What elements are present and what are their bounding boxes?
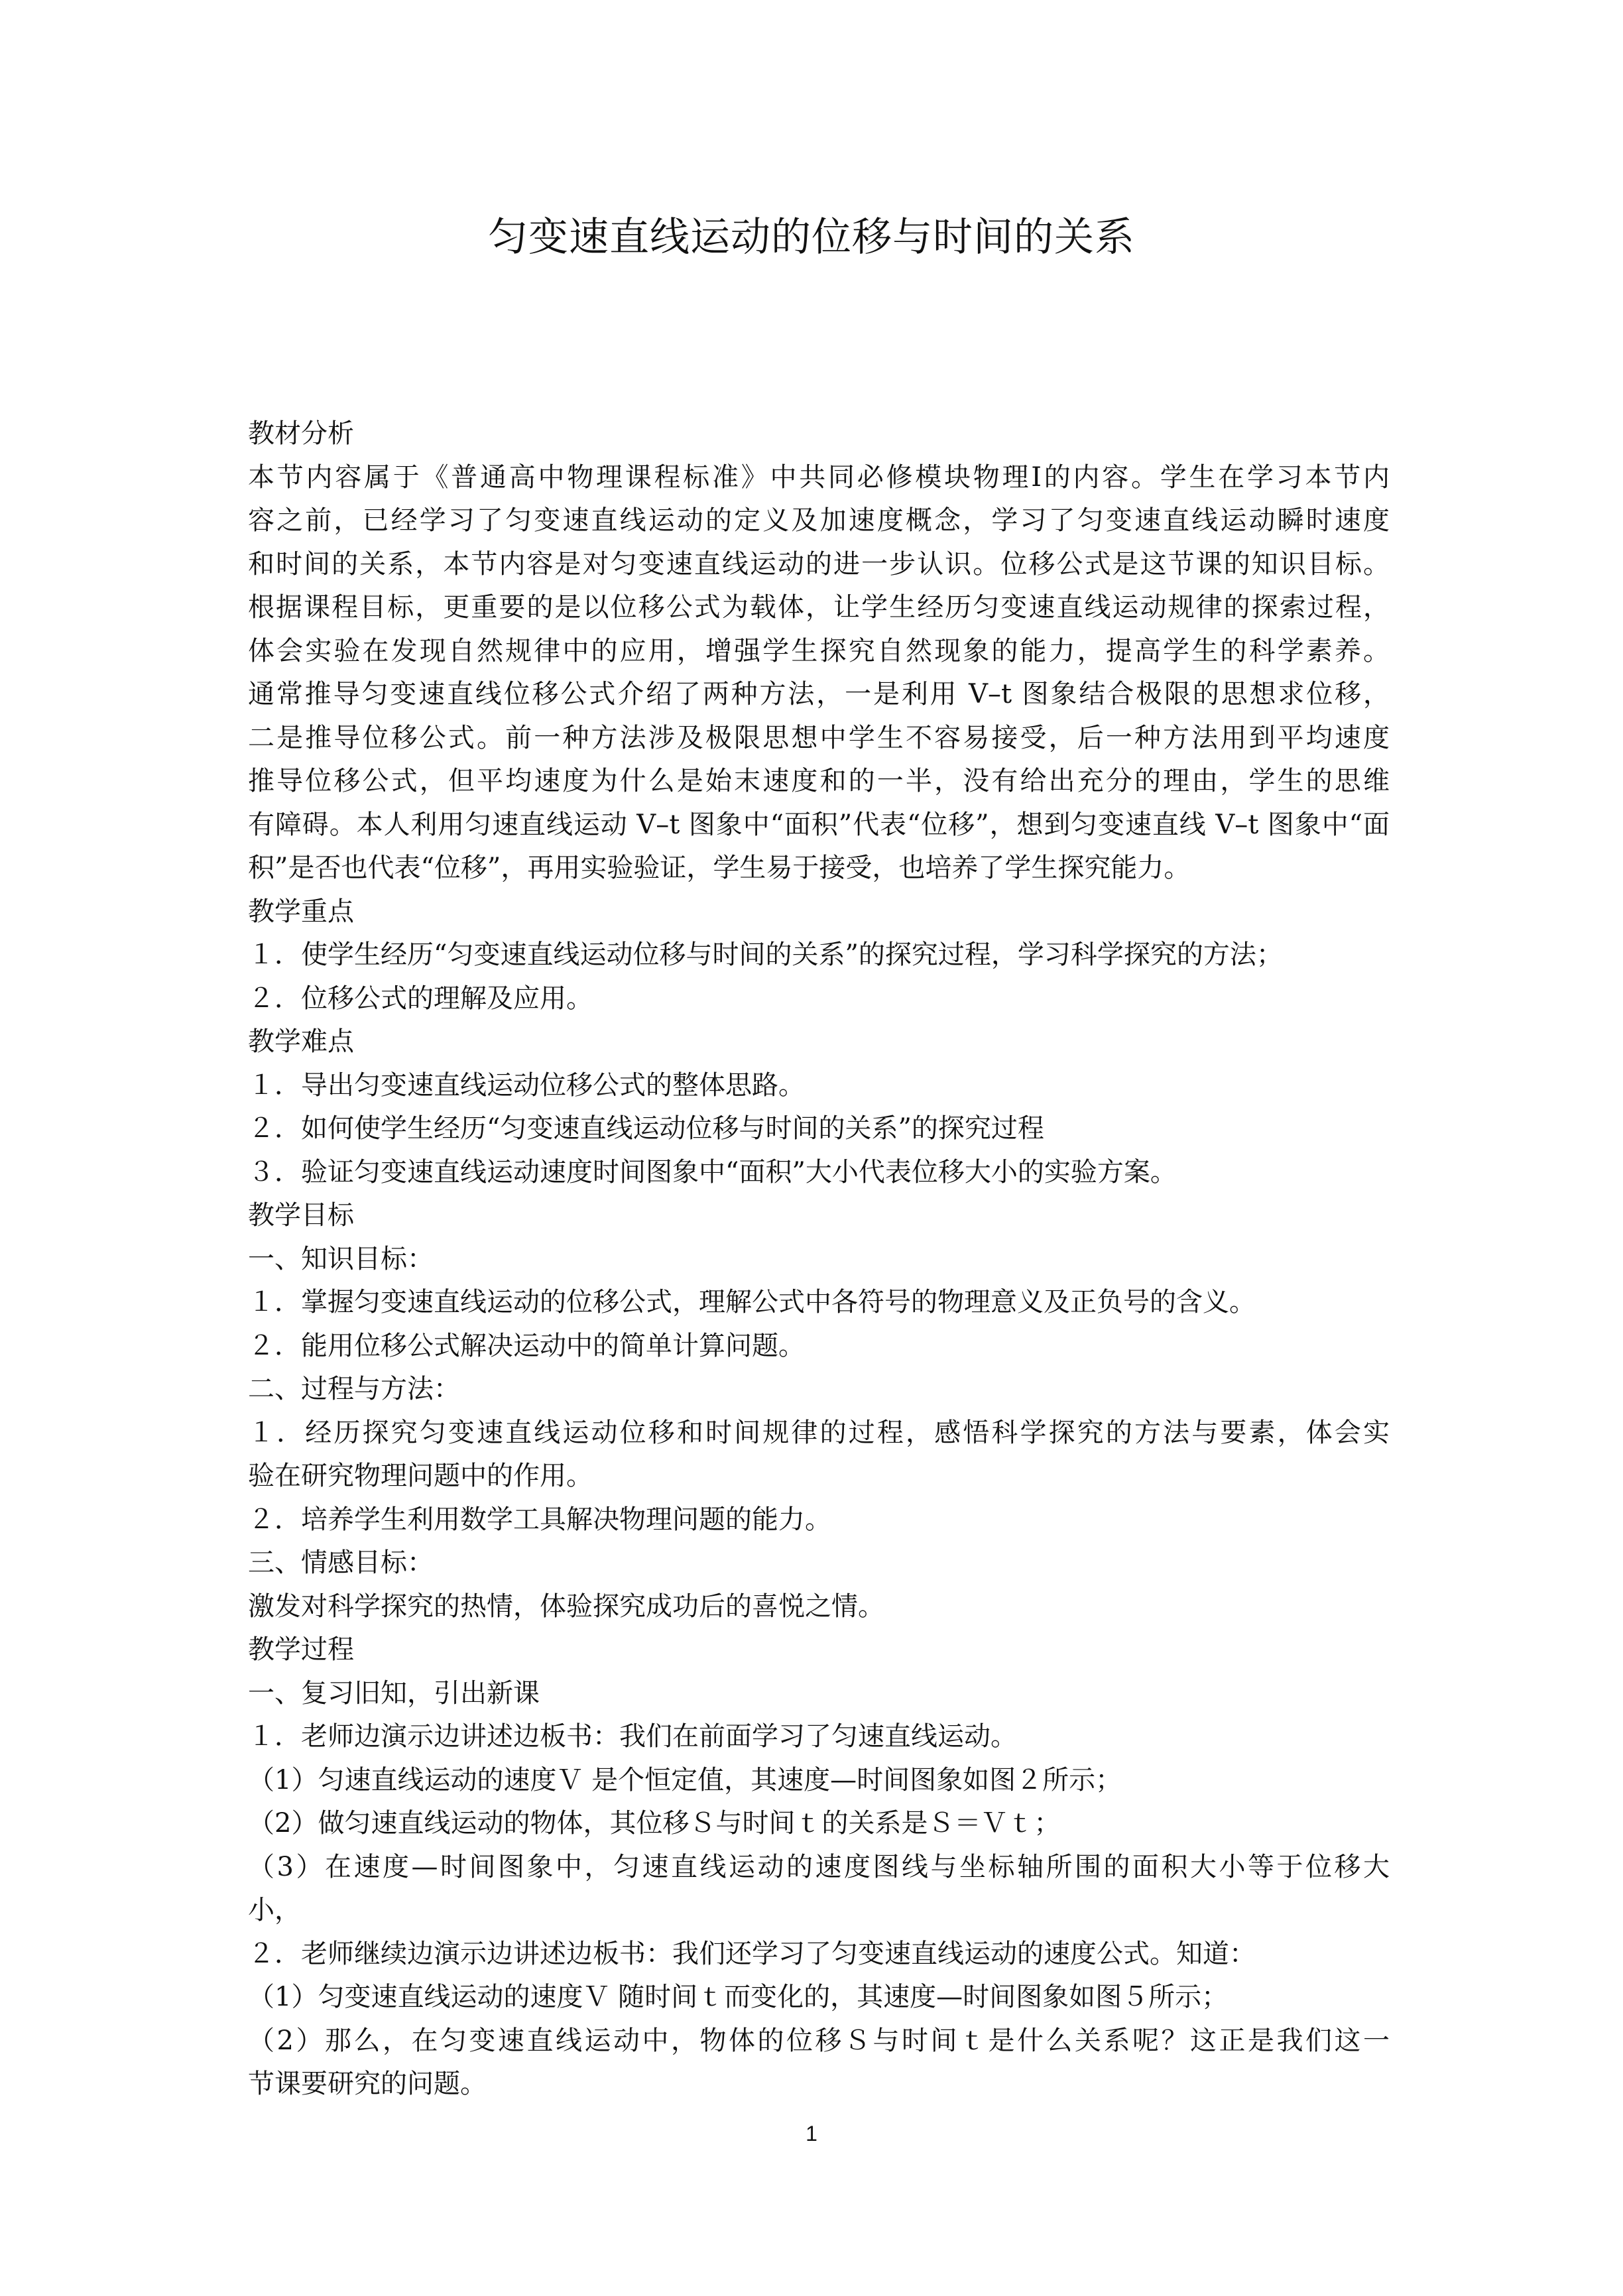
list-item: ２．培养学生利用数学工具解决物理问题的能力。 (248, 1504, 831, 1535)
list-item: １．使学生经历“匀变速直线运动位移与时间的关系”的探究过程，学习科学探究的方法； (248, 939, 1283, 970)
paragraph-line: 体会实验在发现自然规律中的应用，增强学生探究自然现象的能力，提高学生的科学素养。 (248, 635, 1390, 666)
section-heading: 教材分析 (248, 418, 354, 449)
list-item: １．老师边演示边讲述边板书：我们在前面学习了匀速直线运动。 (248, 1721, 1017, 1752)
section-heading: 教学过程 (248, 1634, 354, 1665)
subsection-heading: 一、知识目标： (248, 1243, 434, 1274)
list-item: （2）做匀速直线运动的物体，其位移Ｓ与时间ｔ的关系是Ｓ＝Ｖｔ； (248, 1808, 1061, 1839)
subsection-heading: 三、情感目标： (248, 1547, 434, 1578)
paragraph-line: 二是推导位移公式。前一种方法涉及极限思想中学生不容易接受，后一种方法用到平均速度 (248, 722, 1390, 753)
list-item: ２．如何使学生经历“匀变速直线运动位移与时间的关系”的探究过程 (248, 1113, 1044, 1144)
list-item: （1）匀变速直线运动的速度Ｖ 随时间ｔ而变化的，其速度—时间图象如图５所示； (248, 1982, 1229, 2012)
subsection-heading: 一、复习旧知，引出新课 (248, 1677, 540, 1709)
list-item: ３．验证匀变速直线运动速度时间图象中“面积”大小代表位移大小的实验方案。 (248, 1156, 1177, 1187)
list-item-continuation: 小， (248, 1895, 301, 1925)
paragraph-line: 有障碍。本人利用匀速直线运动 V–t 图象中“面积”代表“位移”，想到匀变速直线 V–t 图象中“面 (248, 809, 1390, 840)
section-heading: 教学目标 (248, 1200, 354, 1231)
list-item: １．掌握匀变速直线运动的位移公式，理解公式中各符号的物理意义及正负号的含义。 (248, 1287, 1256, 1317)
paragraph-line: 推导位移公式，但平均速度为什么是始末速度和的一半，没有给出充分的理由，学生的思维 (248, 766, 1390, 796)
paragraph-line: 和时间的关系，本节内容是对匀变速直线运动的进一步认识。位移公式是这节课的知识目标。 (248, 548, 1390, 579)
list-item: （3）在速度—时间图象中，匀速直线运动的速度图线与坐标轴所围的面积大小等于位移大 (248, 1851, 1390, 1882)
list-item: １．导出匀变速直线运动位移公式的整体思路。 (248, 1069, 805, 1101)
list-item-continuation: 节课要研究的问题。 (248, 2069, 487, 2099)
paragraph-line: 激发对科学探究的热情，体验探究成功后的喜悦之情。 (248, 1591, 884, 1622)
page-number: 1 (806, 2122, 817, 2145)
section-heading: 教学重点 (248, 896, 354, 927)
list-item: （1）匀速直线运动的速度Ｖ 是个恒定值，其速度—时间图象如图２所示； (248, 1764, 1122, 1795)
paragraph-line: 积”是否也代表“位移”，再用实验验证，学生易于接受，也培养了学生探究能力。 (248, 853, 1191, 883)
subsection-heading: 二、过程与方法： (248, 1374, 460, 1404)
list-item: １．经历探究匀变速直线运动位移和时间规律的过程，感悟科学探究的方法与要素，体会实 (248, 1417, 1390, 1448)
paragraph-line: 根据课程目标，更重要的是以位移公式为载体，让学生经历匀变速直线运动规律的探索过程， (248, 592, 1390, 623)
document-title: 匀变速直线运动的位移与时间的关系 (488, 214, 1135, 261)
paragraph-line: 通常推导匀变速直线位移公式介绍了两种方法，一是利用 V–t 图象结合极限的思想求位移， (248, 679, 1390, 709)
list-item: （2）那么，在匀变速直线运动中，物体的位移Ｓ与时间ｔ是什么关系呢？这正是我们这一 (248, 2025, 1390, 2056)
list-item-continuation: 验在研究物理问题中的作用。 (248, 1461, 593, 1491)
section-heading: 教学难点 (248, 1026, 354, 1057)
list-item: ２．能用位移公式解决运动中的简单计算问题。 (248, 1330, 805, 1361)
list-item: ２．位移公式的理解及应用。 (248, 983, 593, 1014)
document-body (248, 412, 1390, 2106)
list-item: ２．老师继续边演示边讲述边板书：我们还学习了匀变速直线运动的速度公式。知道： (248, 1938, 1256, 1969)
paragraph-line: 本节内容属于《普通高中物理课程标准》中共同必修模块物理Ⅰ的内容。学生在学习本节内 (248, 461, 1390, 493)
paragraph-line: 容之前，已经学习了匀变速直线运动的定义及加速度概念，学习了匀变速直线运动瞬时速度 (248, 505, 1390, 536)
